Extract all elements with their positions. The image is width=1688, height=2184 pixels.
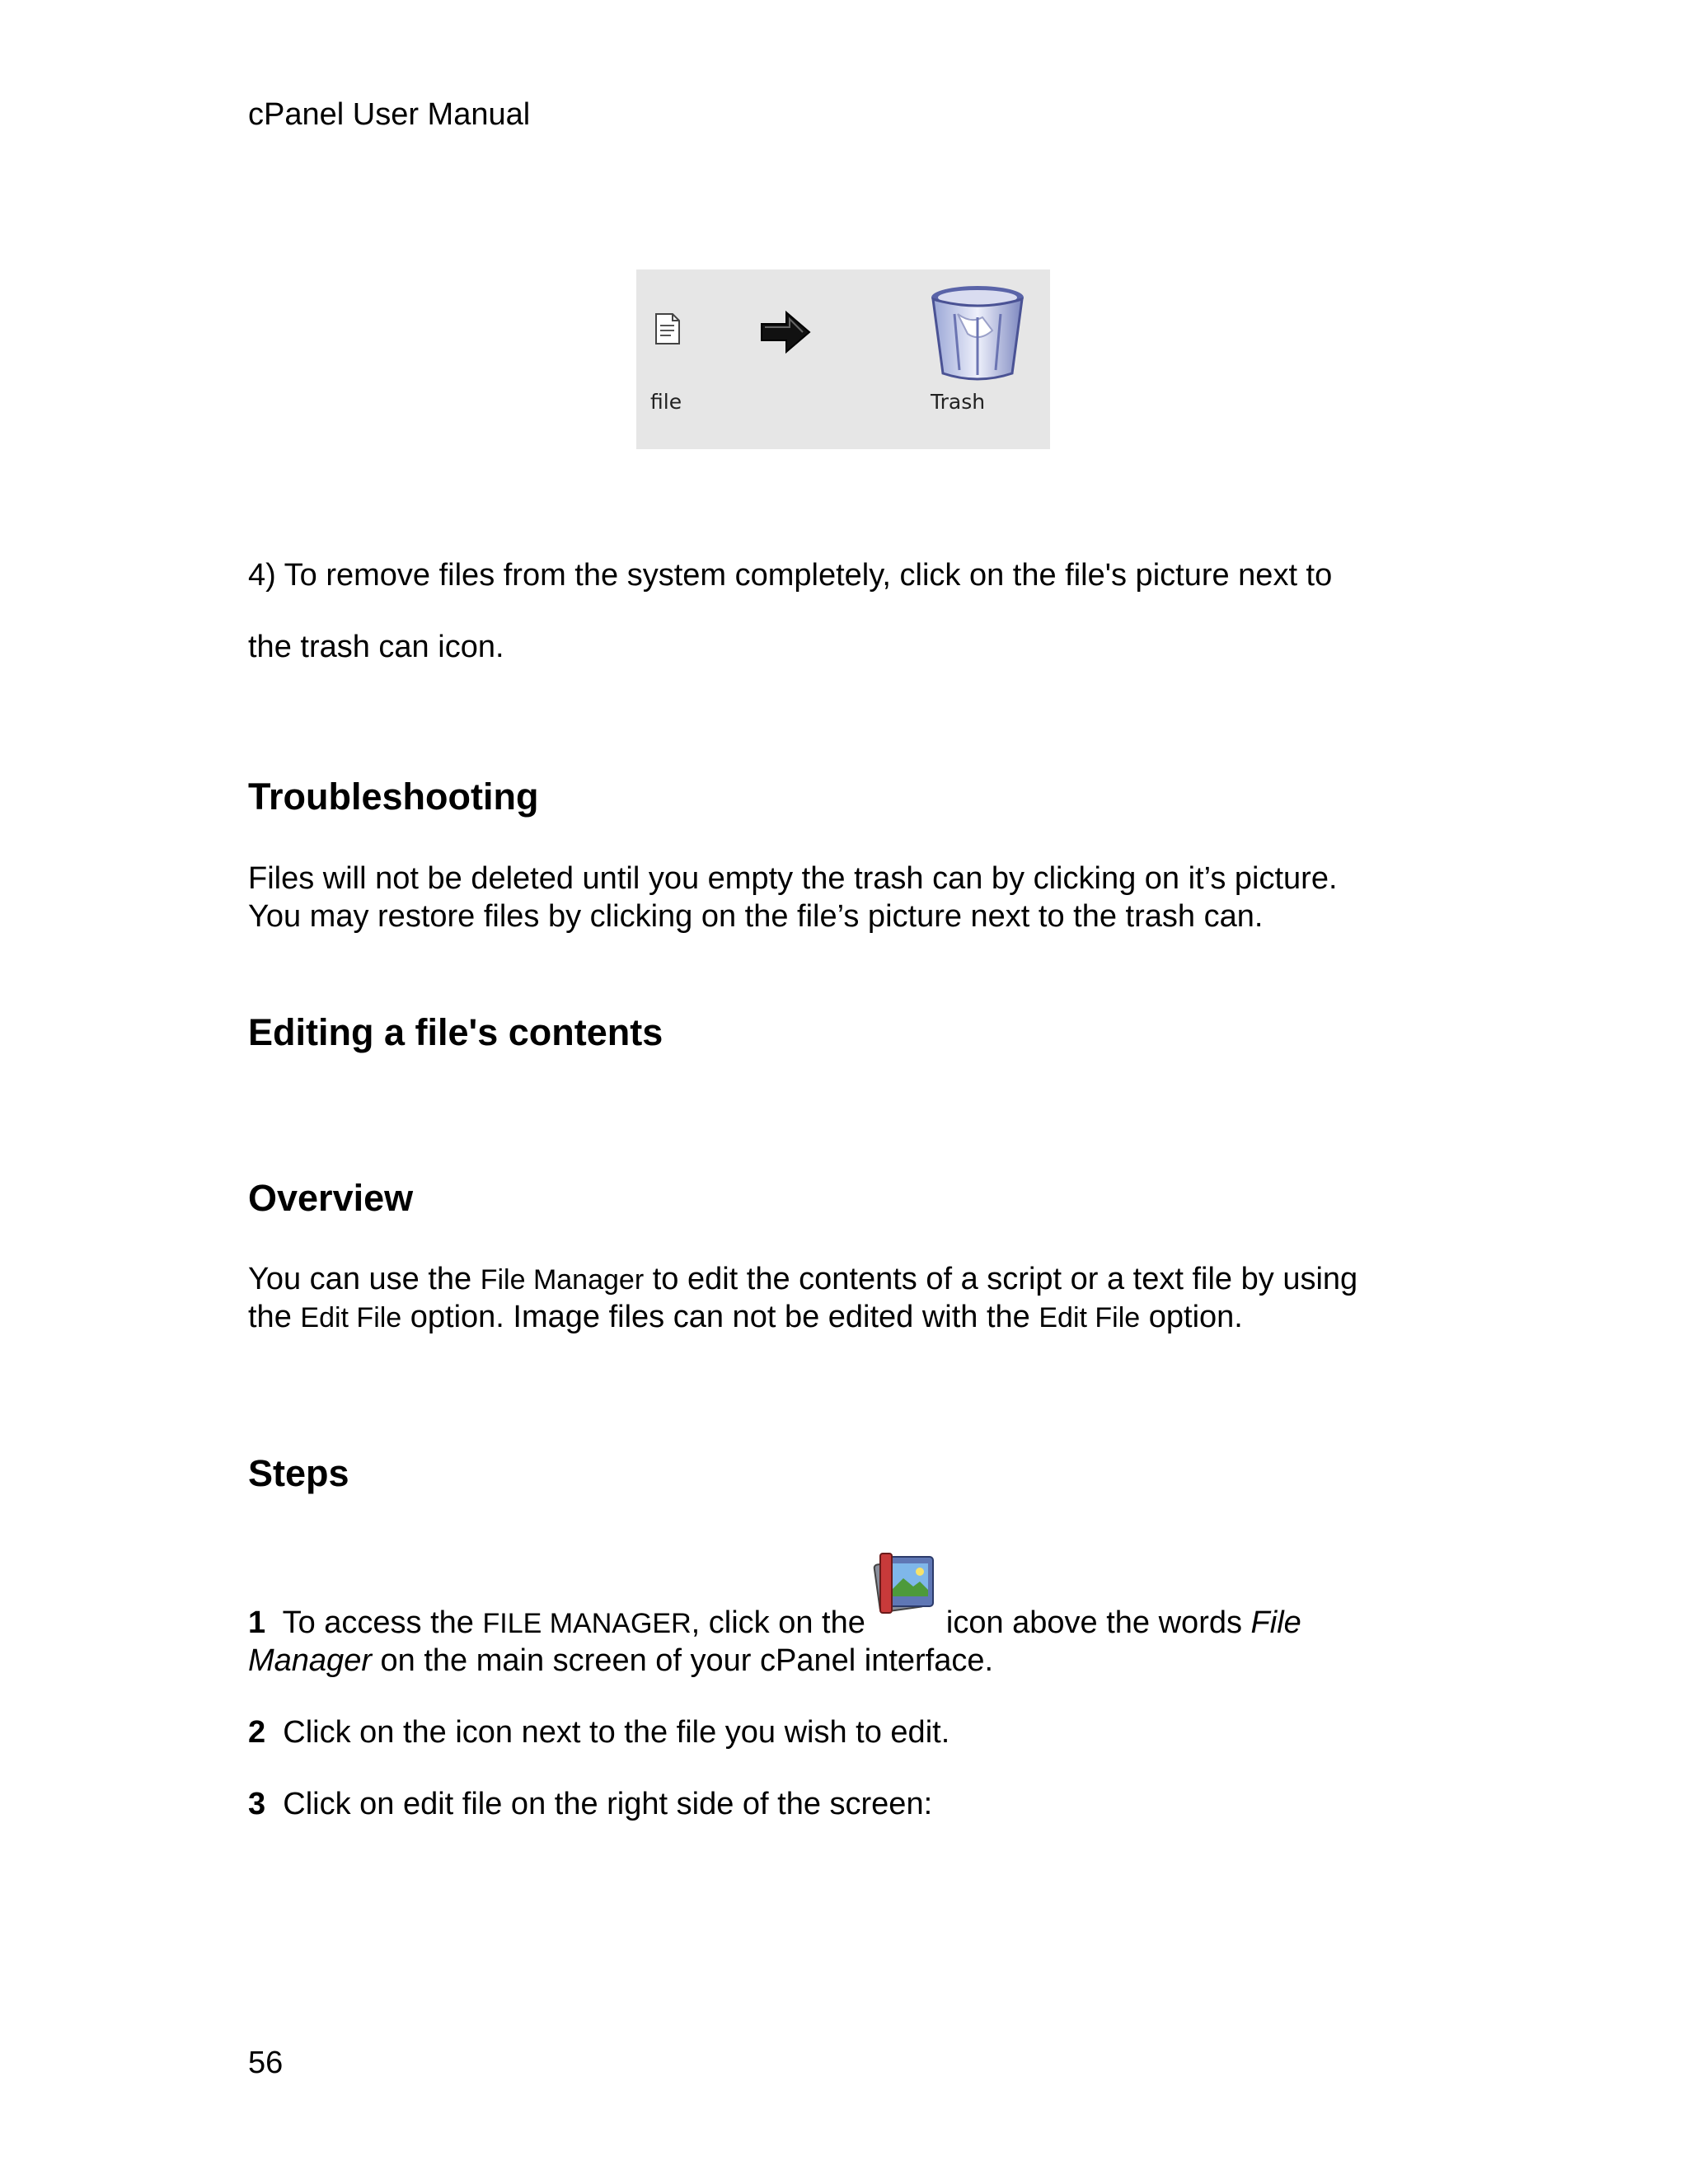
overview-heading: Overview <box>248 1177 414 1219</box>
trash-can-icon <box>925 281 1030 387</box>
step-text: icon above the words <box>945 1605 1251 1640</box>
step1-line1 <box>248 1570 1301 1643</box>
arrow-right-icon <box>758 309 813 355</box>
file-to-trash-figure <box>636 269 1050 449</box>
step-text: on the main screen of your cPanel interface. <box>371 1643 994 1678</box>
step-text-italic: Manager <box>248 1643 372 1678</box>
step1-line2 <box>248 1642 993 1680</box>
overview-text: to edit the contents of a script or a text file by using <box>644 1262 1358 1296</box>
troubleshooting-heading: Troubleshooting <box>248 776 539 818</box>
troubleshooting-line1: Files will not be deleted until you empty the trash can by clicking on it’s picture. <box>248 861 1338 896</box>
steps-heading: Steps <box>248 1452 349 1494</box>
page-number: 56 <box>248 2046 284 2080</box>
step3-line <box>248 1785 932 1823</box>
step-text-italic: File <box>1250 1605 1301 1640</box>
overview-text: option. Image files can not be edited with the <box>401 1300 1039 1334</box>
overview-line1 <box>248 1260 1357 1299</box>
step4-line2: the trash can icon. <box>248 630 504 664</box>
troubleshooting-line2: You may restore files by clicking on the file’s picture next to the trash can. <box>248 899 1264 934</box>
overview-line2 <box>248 1298 1243 1337</box>
overview-text: the <box>248 1300 301 1334</box>
step-text: To access the <box>282 1605 483 1640</box>
trash-label: Trash <box>931 390 986 414</box>
step-text: Click on edit file on the right side of the screen: <box>283 1787 933 1821</box>
step2-line <box>248 1713 950 1751</box>
running-header: cPanel User Manual <box>248 97 531 132</box>
overview-text: You can use the <box>248 1262 481 1296</box>
step4-line1: 4) To remove files from the system completely, click on the file's picture next to <box>248 558 1333 593</box>
step-number: 3 <box>248 1787 266 1821</box>
step-text: Click on the icon next to the file you wish to edit. <box>283 1715 950 1750</box>
file-manager-caps: FILE MANAGER <box>482 1608 692 1639</box>
edit-file-term: Edit File <box>1039 1302 1141 1333</box>
file-icon <box>653 312 682 345</box>
editing-heading: Editing a file's contents <box>248 1011 663 1053</box>
file-manager-icon <box>872 1550 940 1618</box>
overview-text: option. <box>1140 1300 1243 1334</box>
step-number: 2 <box>248 1715 266 1750</box>
file-label: file <box>650 390 682 414</box>
step-text: , click on the <box>691 1605 865 1640</box>
step-number: 1 <box>248 1605 266 1640</box>
file-manager-term: File Manager <box>480 1264 645 1296</box>
edit-file-term: Edit File <box>300 1302 402 1333</box>
